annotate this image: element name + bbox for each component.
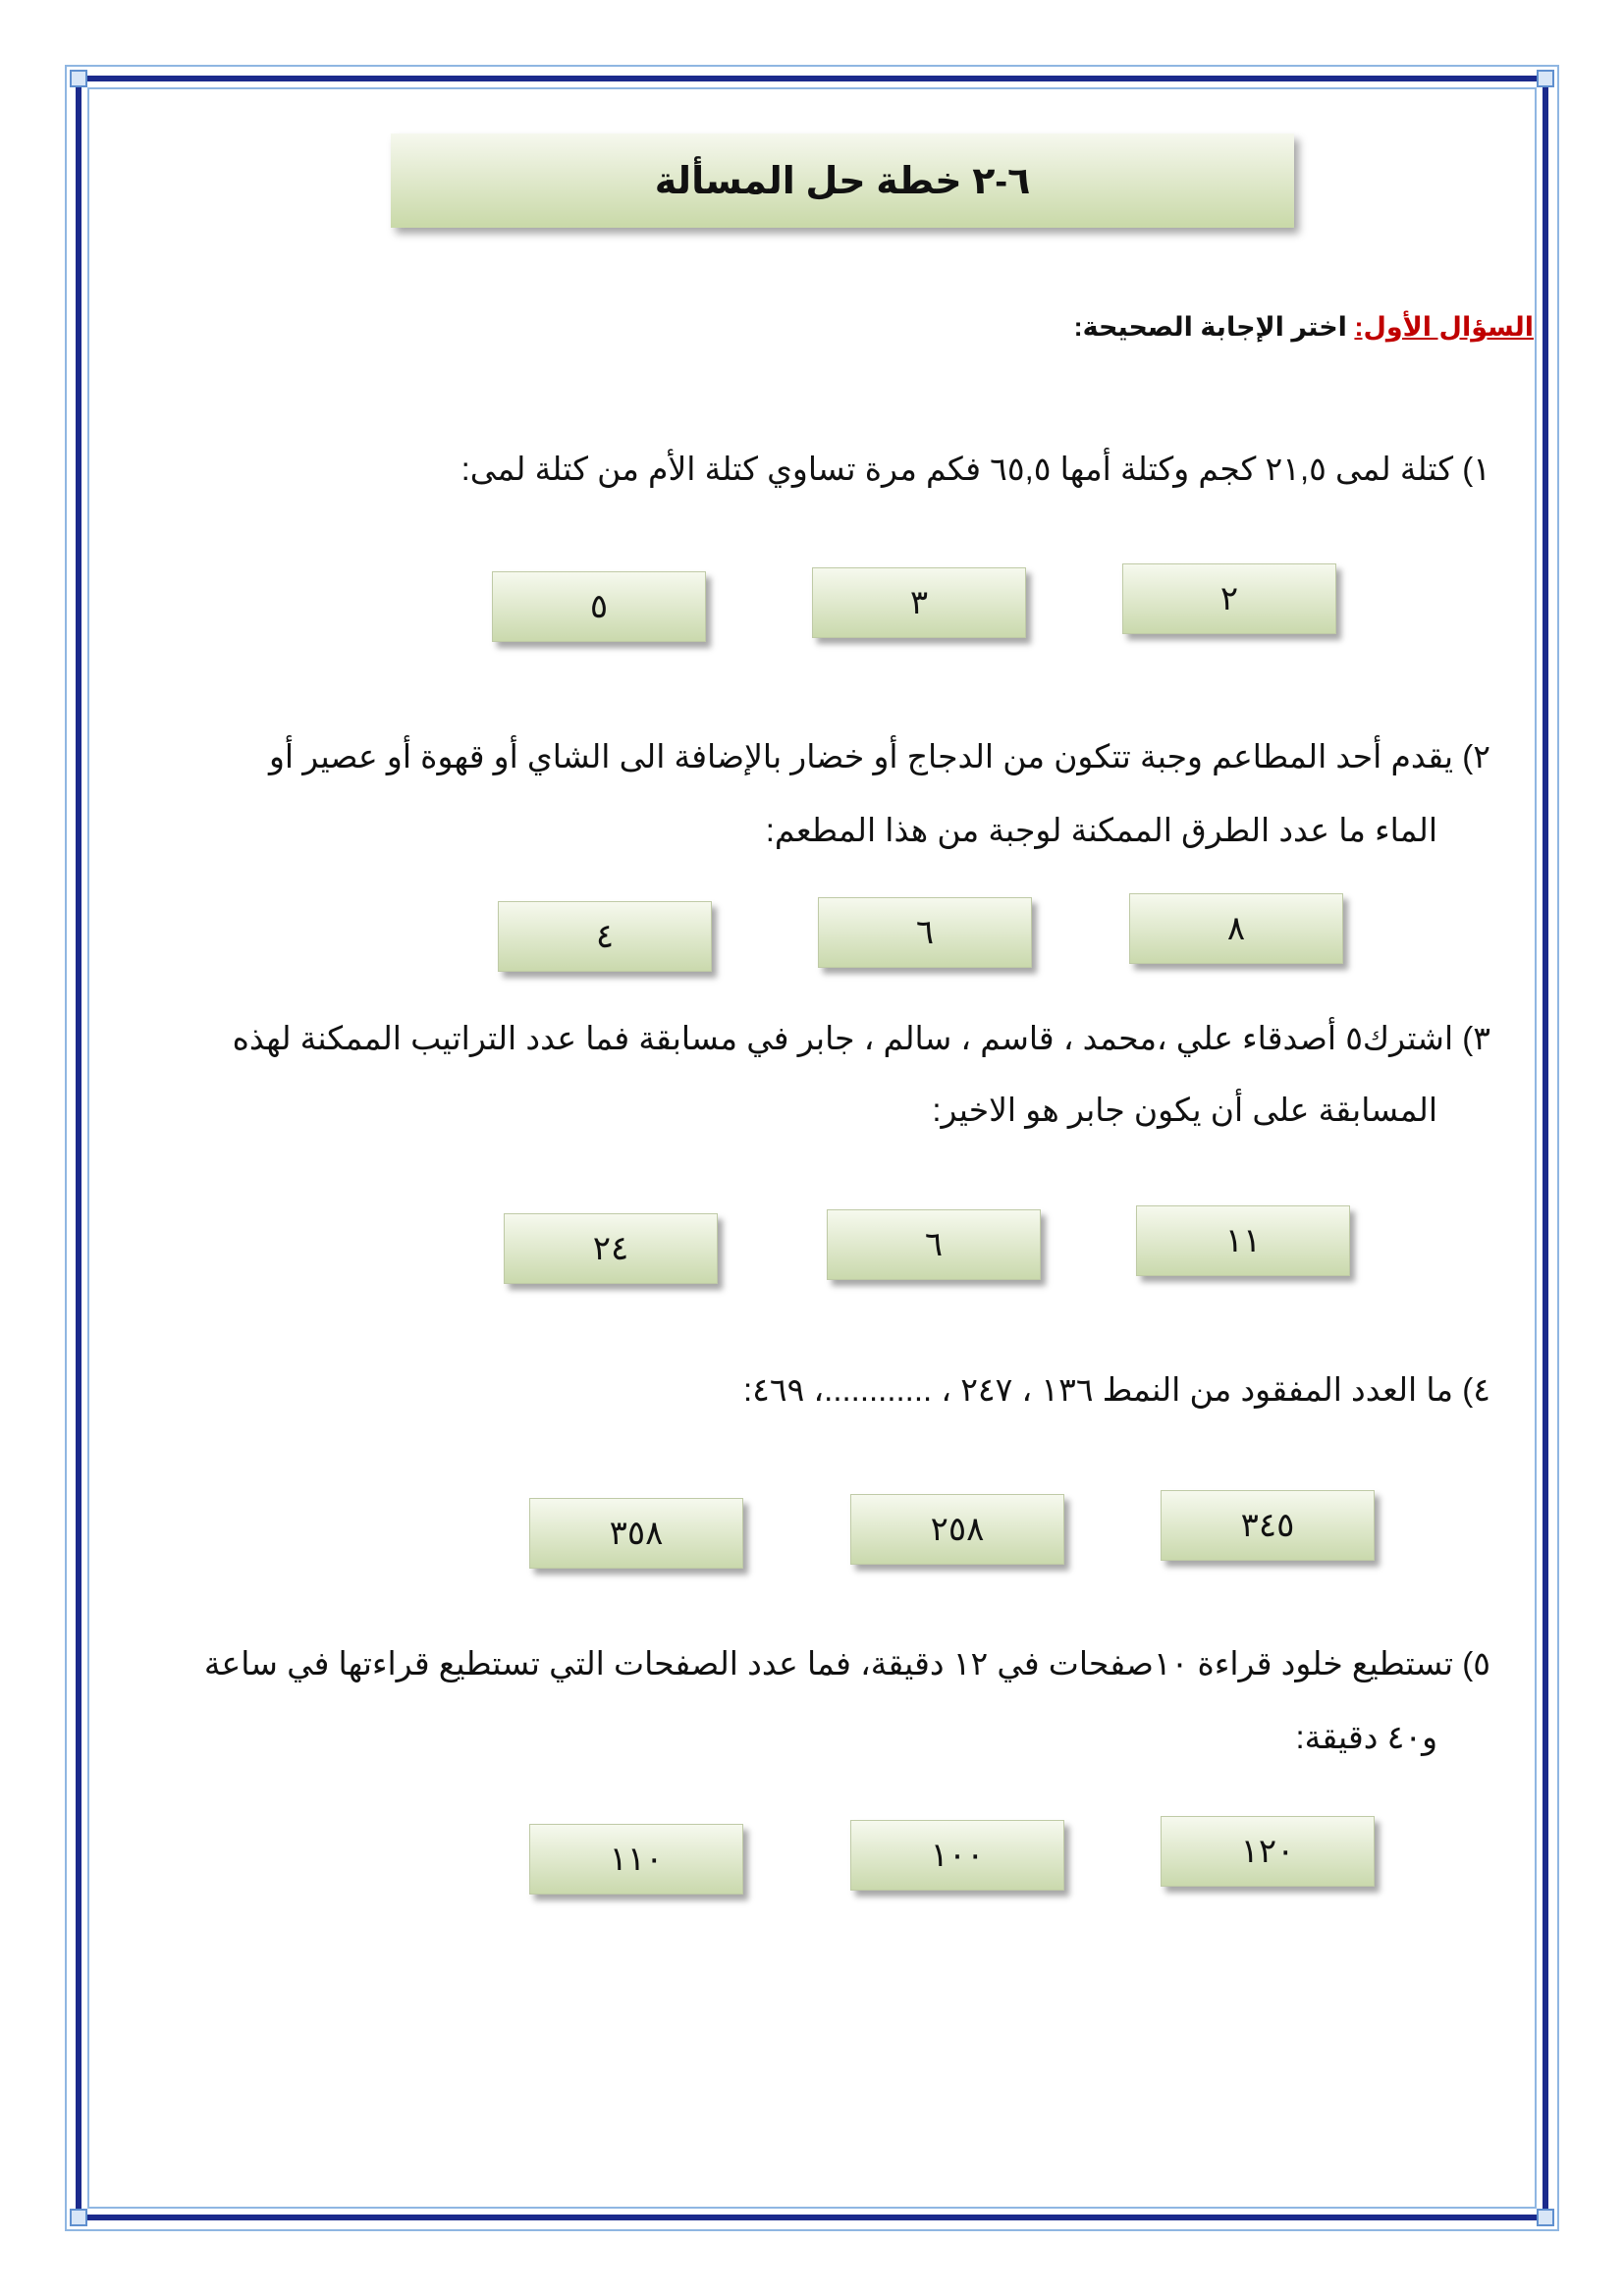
section-instruction: اختر الإجابة الصحيحة: <box>1073 312 1347 342</box>
question-3-option-3[interactable]: ٢٤ <box>504 1213 718 1284</box>
question-1-option-1[interactable]: ٢ <box>1122 563 1336 634</box>
corner-ornament-bottom-left <box>70 2209 87 2226</box>
section-label: السؤال الأول: <box>1354 312 1534 342</box>
question-4-text: ٤) ما العدد المفقود من النمط ١٣٦ ، ٢٤٧ ، ............، ٤٦٩: <box>742 1371 1490 1408</box>
question-5-option-3[interactable]: ١١٠ <box>529 1824 743 1895</box>
question-4-option-1[interactable]: ٣٤٥ <box>1161 1490 1375 1561</box>
question-5-option-2[interactable]: ١٠٠ <box>850 1820 1064 1891</box>
question-2-text-line-1: ٢) يقدم أحد المطاعم وجبة تتكون من الدجاج أو خضار بالإضافة الى الشاي أو قهوة أو عصير أو <box>268 738 1490 774</box>
question-4-option-2[interactable]: ٢٥٨ <box>850 1494 1064 1565</box>
question-1-option-2[interactable]: ٣ <box>812 567 1026 638</box>
question-2-text-line-2: الماء ما عدد الطرق الممكنة لوجبة من هذا المطعم: <box>765 812 1437 848</box>
corner-ornament-top-right <box>1537 70 1554 87</box>
section-heading <box>1074 312 1534 343</box>
question-5-text-line-1: ٥) تستطيع خلود قراءة ١٠صفحات في ١٢ دقيقة، فما عدد الصفحات التي تستطيع قراءتها في ساعة <box>203 1645 1490 1682</box>
question-4-option-3[interactable]: ٣٥٨ <box>529 1498 743 1569</box>
question-1-text: ١) كتلة لمى ٢١,٥ كجم وكتلة أمها ٦٥,٥ فكم مرة تساوي كتلة الأم من كتلة لمى: <box>460 451 1490 487</box>
corner-ornament-top-left <box>70 70 87 87</box>
question-3-text-line-1: ٣) اشترك٥ أصدقاء علي ،محمد ، قاسم ، سالم ، جابر في مسابقة فما عدد التراتيب الممكنة لهذه <box>232 1020 1490 1056</box>
question-1-option-3[interactable]: ٥ <box>492 571 706 642</box>
question-2-option-3[interactable]: ٤ <box>498 901 712 972</box>
question-3-text-line-2: المسابقة على أن يكون جابر هو الاخير: <box>932 1092 1437 1128</box>
question-5-text-line-2: و٤٠ دقيقة: <box>1295 1719 1437 1755</box>
question-2-option-2[interactable]: ٦ <box>818 897 1032 968</box>
lesson-title: ٦-٢ خطة حل المسألة <box>391 133 1294 228</box>
question-2-option-1[interactable]: ٨ <box>1129 893 1343 964</box>
question-3-option-1[interactable]: ١١ <box>1136 1205 1350 1276</box>
corner-ornament-bottom-right <box>1537 2209 1554 2226</box>
question-5-option-1[interactable]: ١٢٠ <box>1161 1816 1375 1887</box>
page-border-inner <box>87 87 1537 2209</box>
question-3-option-2[interactable]: ٦ <box>827 1209 1041 1280</box>
